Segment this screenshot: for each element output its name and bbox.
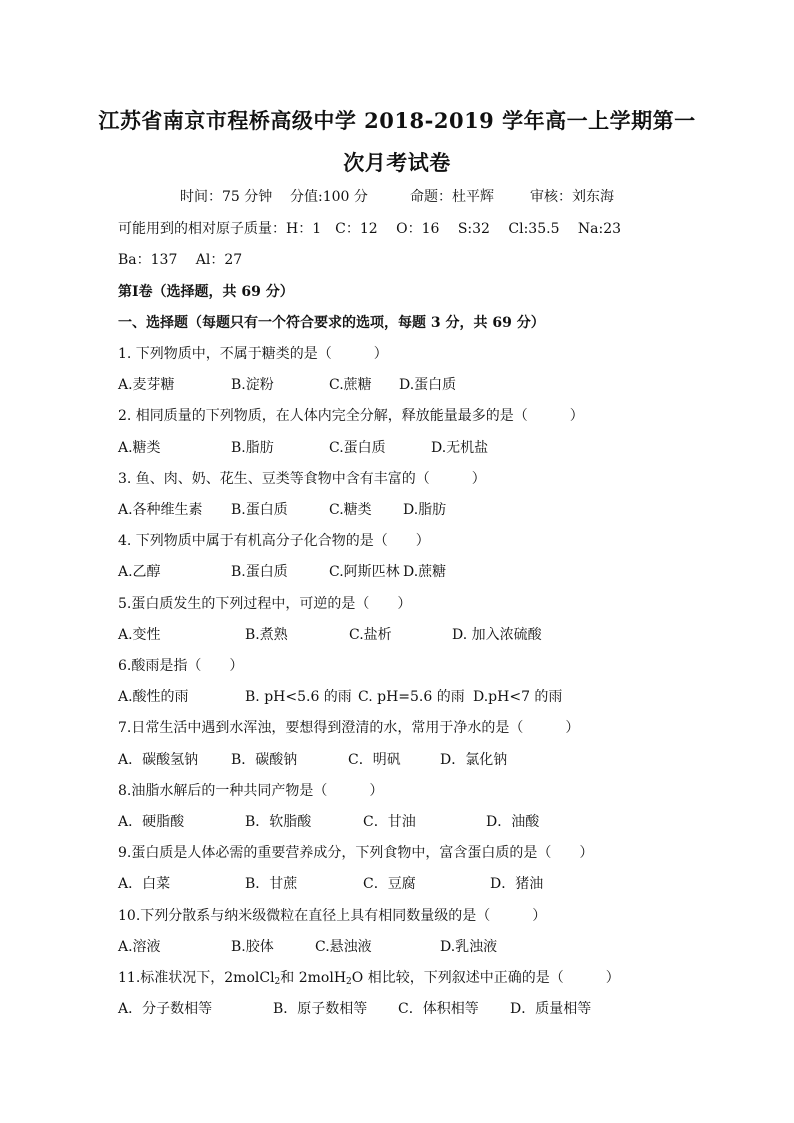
exam-time: 时间：75 分钟: [180, 189, 273, 205]
subscript: 2: [346, 977, 352, 987]
option-b: B.蛋白质: [231, 564, 288, 580]
question-3: 3. 鱼、肉、奶、花生、豆类等食物中含有丰富的（ ）: [118, 471, 486, 487]
option-a: A.乙醇: [118, 564, 161, 580]
option-c: C.蛋白质: [329, 440, 386, 456]
option-a: A.各种维生素: [118, 502, 203, 518]
option-a: A.酸性的雨: [118, 689, 189, 705]
option-d: D.蛋白质: [399, 377, 457, 393]
subscript: 2: [274, 977, 281, 987]
atomic-mass-line1: 可能用到的相对原子质量：H：1 C：12 O：16 S:32 Cl:35.5 Na:23: [118, 221, 622, 237]
option-b: B.蛋白质: [231, 502, 288, 518]
option-d: D.乳浊液: [440, 939, 498, 955]
option-d: D.脂肪: [403, 502, 447, 518]
option-c: C．明矾: [348, 752, 401, 768]
option-a: A．碳酸氢钠: [118, 752, 199, 768]
question-2: 2. 相同质量的下列物质，在人体内完全分解，释放能量最多的是（ ）: [118, 408, 584, 424]
exam-title-line1: 江苏省南京市程桥高级中学 2018-2019 学年高一上学期第一: [98, 108, 696, 133]
option-c: C.蔗糖: [329, 377, 372, 393]
question-8: 8.油脂水解后的一种共同产物是（ ）: [118, 783, 384, 799]
question-5: 5.蛋白质发生的下列过程中，可逆的是（ ）: [118, 596, 412, 612]
option-b: B．软脂酸: [245, 814, 312, 830]
option-a: A．硬脂酸: [118, 814, 185, 830]
exam-reviewer: 审核：刘东海: [530, 189, 614, 205]
question-11-text-start: 11.标准状况下，2molCl: [118, 970, 275, 986]
option-b: B.脂肪: [231, 440, 274, 456]
option-a: A．白菜: [118, 876, 171, 892]
option-b: B.胶体: [231, 939, 274, 955]
question-4: 4. 下列物质中属于有机高分子化合物的是（ ）: [118, 533, 430, 549]
option-a: A.溶液: [118, 939, 161, 955]
option-c: C.阿斯匹林: [329, 564, 400, 580]
option-c: C.糖类: [329, 502, 372, 518]
option-d: D.蔗糖: [403, 564, 447, 580]
option-a: A.变性: [118, 627, 161, 643]
option-d: D.pH<7 的雨: [473, 689, 563, 705]
part-heading: 第Ⅰ卷（选择题，共 69 分）: [118, 284, 294, 300]
question-10: 10.下列分散系与纳米级微粒在直径上具有相同数量级的是（ ）: [118, 908, 547, 924]
question-7: 7.日常生活中遇到水浑浊，要想得到澄清的水，常用于净水的是（ ）: [118, 720, 580, 736]
exam-score: 分值:100 分: [290, 189, 368, 205]
option-d: D．猪油: [490, 876, 544, 892]
option-d: D．质量相等: [510, 1001, 592, 1017]
option-a: A．分子数相等: [118, 1001, 213, 1017]
option-b: B.煮熟: [245, 627, 288, 643]
option-b: B．原子数相等: [273, 1001, 368, 1017]
exam-title-line2: 次月考试卷: [343, 150, 451, 175]
option-d: D.无机盐: [431, 440, 489, 456]
section-heading: 一、选择题（每题只有一个符合要求的选项，每题 3 分，共 69 分）: [118, 315, 545, 331]
option-b: B．碳酸钠: [231, 752, 298, 768]
question-6: 6.酸雨是指（ ）: [118, 658, 244, 674]
option-b: B. pH<5.6 的雨: [245, 689, 352, 705]
atomic-mass-line2: Ba：137 Al：27: [118, 252, 243, 268]
option-c: C．体积相等: [398, 1001, 479, 1017]
option-a: A.糖类: [118, 440, 161, 456]
option-a: A.麦芽糖: [118, 377, 175, 393]
question-1: 1. 下列物质中，不属于糖类的是（ ）: [118, 346, 388, 362]
option-d: D．氯化钠: [440, 752, 508, 768]
option-c: C. pH=5.6 的雨: [358, 689, 465, 705]
option-c: C.盐析: [349, 627, 392, 643]
question-11-text-end: O 相比较，下列叙述中正确的是（ ）: [351, 970, 620, 986]
question-11-text-mid: 和 2molH: [280, 970, 347, 986]
option-d: D. 加入浓硫酸: [452, 627, 542, 643]
option-c: C．豆腐: [363, 876, 416, 892]
option-c: C．甘油: [363, 814, 416, 830]
option-b: B.淀粉: [231, 377, 274, 393]
exam-author: 命题：杜平辉: [410, 189, 494, 205]
question-9: 9.蛋白质是人体必需的重要营养成分，下列食物中，富含蛋白质的是（ ）: [118, 845, 594, 861]
question-11: [118, 967, 620, 987]
option-c: C.悬浊液: [315, 939, 372, 955]
option-b: B．甘蔗: [245, 876, 298, 892]
option-d: D．油酸: [486, 814, 540, 830]
exam-meta: [0, 186, 794, 206]
